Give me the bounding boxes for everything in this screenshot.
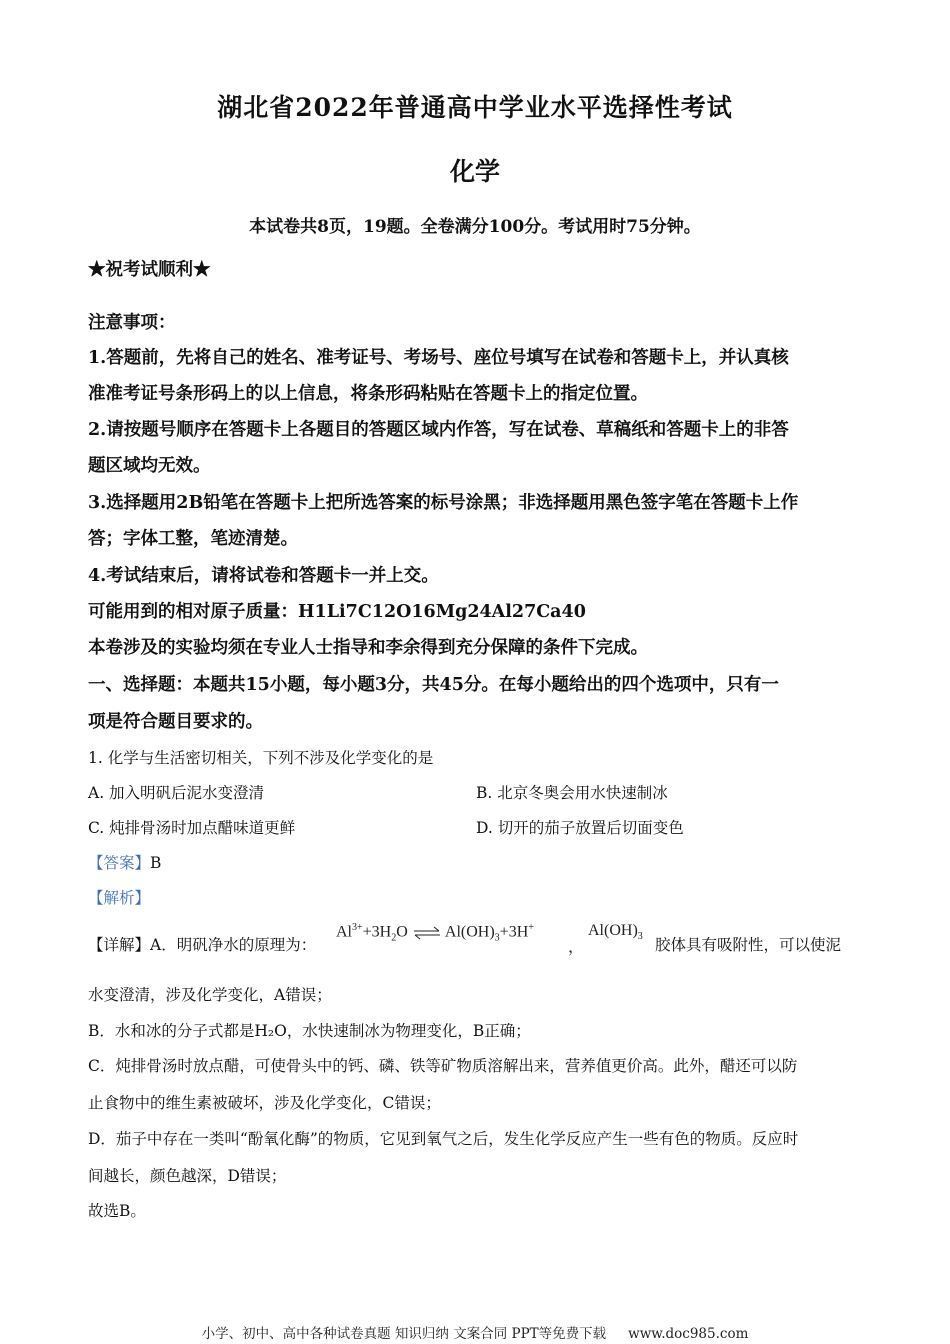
option-a: A. 加入明矾后泥水变澄清 xyxy=(88,784,265,802)
exam-title: 湖北省2022年普通高中学业水平选择性考试 xyxy=(217,93,733,122)
atomic-mass-line: 可能用到的相对原子质量：H1Li7C12O16Mg24Al27Ca40 xyxy=(88,602,586,622)
detail-d-line1: D．茄子中存在一类叫“酚氧化酶”的物质，它见到氧气之后，发生化学反应产生一些有色的物质。反应时 xyxy=(88,1130,799,1148)
detail-c-line1: C．炖排骨汤时放点醋，可使骨头中的钙、磷、铁等矿物质溶解出来，营养值更价高。此外，醋还可以防 xyxy=(88,1057,798,1075)
note-line: 1.答题前，先将自己的姓名、准考证号、考场号、座位号填写在试卷和答题卡上，并认真核 xyxy=(88,348,789,368)
exam-page: 湖北省2022年普通高中学业水平选择性考试 化学 本试卷共8页，19题。全卷满分100分。考试用时75分钟。 ★祝考试顺利★ 注意事项： 1.答题前，先将自己的姓名、准考证号、考场号、座位号填写在试卷和答题卡上，并认真核 准准考证号条形码上的以上信息，将条形码粘贴在答题卡上的指定位置。 2.请按题号顺序在答题卡上各题目的答题区域内作答，写在试卷、草稿纸和答题卡上的非答 题区域均无效。 3.选择题用2B铅笔在答题卡上把所选答案的标号涂黑；非选择题用黑色签字笔在答题卡上作 答；字体工整，笔迹清楚。 4.考试结束后，请将试卷和答题卡一并上交。 可能用到的相对原子质量：H1Li7C12O16Mg24Al27Ca40 本卷涉及的实验均须在专业人士指导和李余得到充分保障的条件下完成。 一、选择题：本题共15小题，每小题3分，共45分。在每小题给出的四个选项中，只有一 项是符合题目要求的。 1. 化学与生活密切相关，下列不涉及化学变化的是 A. 加入明矾后泥水变澄清 B. 北京冬奥会用水快速制冰 C. 炖排骨汤时加点醋味道更鲜 D. 切开的茄子放置后切面变色 【答案】B 【解析】 【详解】A．明矾净水的原理为： $Al^{3+}+3H_2O$ $Al(OH)_3+3H^+$ ， $Al(OH)_3$ 胶体具有吸附性，可以使泥 水变澄清，涉及化学变化，A错误； B．水和冰的分子式都是H₂O，水快速制冰为物理变化，B正确； C．炖排骨汤时放点醋，可使骨头中的钙、磷、铁等矿物质溶解出来，营养值更价高。此外，醋还可以防 止食物中的维生素被破坏，涉及化学变化，C错误； D．茄子中存在一类叫“酚氧化酶”的物质，它见到氧气之后，发生化学反应产生一些有色的物质。反应时 间越长，颜色越深，D错误； 故选B。 小学、初中、高中各种试卷真题 知识归纳 文案合同 PPT等免费下载 www.doc985.com xyxy=(0,0,950,1344)
option-b: B. 北京冬奥会用水快速制冰 xyxy=(476,784,668,802)
hydrolysis-equation: $Al^{3+}+3H_2O$ $Al(OH)_3+3H^+$ xyxy=(336,922,534,944)
option-d: D. 切开的茄子放置后切面变色 xyxy=(476,819,684,837)
exam-info: 本试卷共8页，19题。全卷满分100分。考试用时75分钟。 xyxy=(249,217,701,237)
safety-line: 本卷涉及的实验均须在专业人士指导和李余得到充分保障的条件下完成。 xyxy=(88,638,648,658)
exam-wish: ★祝考试顺利★ xyxy=(88,260,211,280)
conclusion-line: 故选B。 xyxy=(88,1202,146,1220)
detail-c-line2: 止食物中的维生素被破坏，涉及化学变化，C错误； xyxy=(88,1094,441,1112)
section-heading-cont: 项是符合题目要求的。 xyxy=(88,712,263,732)
detail-b-line: B．水和冰的分子式都是H₂O，水快速制冰为物理变化，B正确； xyxy=(88,1022,531,1040)
detail-a-suffix: 胶体具有吸附性，可以使泥 xyxy=(655,936,842,954)
detail-tag: 【详解】 xyxy=(88,936,151,954)
detail-a-line2: 水变澄清，涉及化学变化，A错误； xyxy=(88,986,332,1004)
note-line: 2.请按题号顺序在答题卡上各题目的答题区域内作答，写在试卷、草稿纸和答题卡上的非答 xyxy=(88,420,789,440)
footer-url[interactable]: www.doc985.com xyxy=(628,1326,749,1342)
page-footer xyxy=(0,1322,950,1342)
analysis-line xyxy=(88,887,863,909)
note-line: 3.选择题用2B铅笔在答题卡上把所选答案的标号涂黑；非选择题用黑色签字笔在答题卡上作 xyxy=(88,493,799,513)
answer-tag: 【答案】 xyxy=(88,854,151,872)
note-line: 答；字体工整，笔迹清楚。 xyxy=(88,529,298,549)
footer-text: 小学、初中、高中各种试卷真题 知识归纳 文案合同 PPT等免费下载 xyxy=(201,1326,607,1342)
detail-a-prefix: A．明矾净水的原理为： xyxy=(150,936,317,954)
question-stem: 1. 化学与生活密切相关，下列不涉及化学变化的是 xyxy=(88,749,434,767)
notes-heading: 注意事项： xyxy=(88,313,176,333)
detail-d-line2: 间越长，颜色越深，D错误； xyxy=(88,1167,287,1185)
section-heading: 一、选择题：本题共15小题，每小题3分，共45分。在每小题给出的四个选项中，只有一 xyxy=(88,675,779,695)
note-line: 题区域均无效。 xyxy=(88,456,211,476)
aluminum-hydroxide-formula: $Al(OH)_3$ xyxy=(588,922,643,943)
answer-line xyxy=(88,852,863,874)
analysis-tag: 【解析】 xyxy=(88,889,151,907)
option-c: C. 炖排骨汤时加点醋味道更鲜 xyxy=(88,819,296,837)
equilibrium-arrow-icon xyxy=(412,926,442,940)
answer-value: B xyxy=(150,854,162,872)
note-line: 准准考证号条形码上的以上信息，将条形码粘贴在答题卡上的指定位置。 xyxy=(88,384,648,404)
note-line: 4.考试结束后，请将试卷和答题卡一并上交。 xyxy=(88,566,439,586)
exam-subject: 化学 xyxy=(449,157,500,186)
